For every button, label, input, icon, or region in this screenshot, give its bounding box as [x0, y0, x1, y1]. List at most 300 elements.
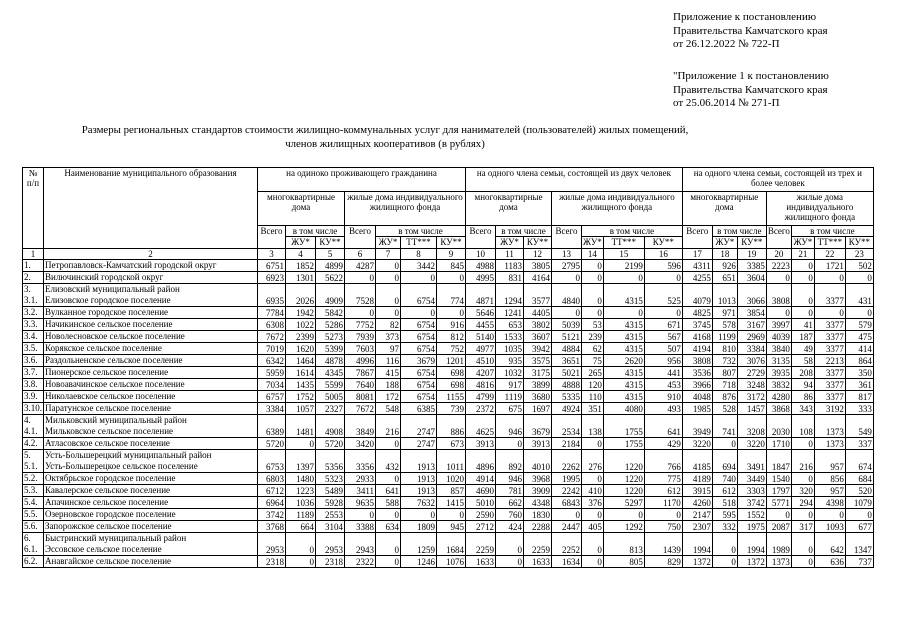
- row-number-text: 4.1.: [24, 426, 38, 436]
- value-cell: 3768: [258, 521, 286, 533]
- header-line: от 25.06.2014 № 271-П: [673, 97, 780, 109]
- value-cell: 674: [845, 450, 873, 473]
- row-number-text: 3.1.: [24, 295, 38, 305]
- value-cell: 0: [712, 438, 737, 450]
- header-line: Правительства Камчатского края: [673, 24, 828, 37]
- value-cell: 6843: [552, 497, 582, 509]
- value-cell: 596: [644, 260, 682, 272]
- value-cell: 2288: [524, 521, 552, 533]
- value-cell: 673: [437, 438, 466, 450]
- value-cell: 3997: [766, 319, 791, 331]
- value-cell: 926: [712, 260, 737, 272]
- value-cell: 1189: [286, 509, 316, 521]
- header-ku: КУ**: [845, 237, 873, 249]
- value-cell: 3604: [737, 272, 766, 284]
- value-cell: 1223: [286, 485, 316, 497]
- value-cell: 0: [345, 509, 376, 521]
- value-cell: 216: [791, 450, 814, 473]
- value-cell: 760: [496, 509, 524, 521]
- value-cell: 343: [791, 403, 814, 415]
- row-number: [23, 450, 44, 473]
- value-cell: 0: [286, 556, 316, 568]
- header-group-three: на одного члена семьи, состоящей из трех и более человек: [682, 168, 873, 192]
- column-number: 17: [682, 249, 712, 260]
- row-number-text: 3.8.: [24, 379, 38, 389]
- value-cell: 1755: [603, 438, 644, 450]
- municipality-name: [44, 509, 258, 521]
- value-cell: 5039: [552, 319, 582, 331]
- value-cell: 641: [376, 485, 401, 497]
- column-number: 18: [712, 249, 737, 260]
- value-cell: 0: [766, 509, 791, 521]
- value-cell: 694: [712, 450, 737, 473]
- table-row: [23, 509, 874, 521]
- value-cell: 4168: [682, 331, 712, 343]
- value-cell: 739: [437, 403, 466, 415]
- column-number: 12: [524, 249, 552, 260]
- header-zhu: ЖУ*: [583, 237, 602, 247]
- value-cell: 1020: [437, 473, 466, 485]
- value-cell: 2199: [603, 260, 644, 272]
- header-zhu: ЖУ*: [791, 237, 814, 249]
- value-cell: 6923: [258, 272, 286, 284]
- value-cell: 1710: [766, 438, 791, 450]
- row-number-text: 3.4.: [24, 331, 38, 341]
- header-total: Всего: [552, 226, 582, 249]
- value-cell: 351: [582, 403, 604, 415]
- value-cell: 886: [437, 415, 466, 438]
- row-number: [23, 509, 44, 521]
- column-number: 1: [23, 249, 44, 260]
- municipality-name-text: Начикинское сельское поселение: [45, 319, 173, 329]
- value-cell: 1372: [737, 556, 766, 568]
- value-cell: 3868: [766, 403, 791, 415]
- value-cell: 2307: [682, 521, 712, 533]
- column-number: 9: [437, 249, 466, 260]
- row-number-text: 5.: [24, 450, 31, 460]
- value-cell: 579: [845, 319, 873, 331]
- table-row: [23, 379, 874, 391]
- value-cell: 6712: [258, 485, 286, 497]
- row-number-text: 5.1.: [24, 461, 38, 471]
- value-cell: 3385: [737, 260, 766, 272]
- value-cell: 3968: [524, 473, 552, 485]
- value-cell: 2213: [814, 355, 845, 367]
- value-cell: 4888: [552, 379, 582, 391]
- value-cell: 6751: [258, 260, 286, 272]
- municipality-name-text: Новоавачинское сельское поселение: [45, 379, 185, 389]
- municipality-name-text: Озерновское городское поселение: [45, 509, 176, 519]
- value-cell: 0: [814, 509, 845, 521]
- value-cell: 1684: [437, 533, 466, 556]
- value-cell: 6754: [401, 391, 437, 403]
- value-cell: 2030: [766, 415, 791, 438]
- value-cell: 333: [845, 403, 873, 415]
- value-cell: 3377: [814, 284, 845, 307]
- value-cell: 5021: [552, 367, 582, 379]
- value-cell: 1439: [644, 533, 682, 556]
- column-number: 21: [791, 249, 814, 260]
- column-number: 20: [766, 249, 791, 260]
- value-cell: 945: [437, 521, 466, 533]
- column-number: 16: [644, 249, 682, 260]
- row-number: [23, 307, 44, 319]
- value-cell: 2969: [737, 331, 766, 343]
- value-cell: 0: [437, 307, 466, 319]
- value-cell: 3913: [466, 438, 496, 450]
- value-cell: 332: [712, 521, 737, 533]
- value-cell: 3802: [524, 319, 552, 331]
- value-cell: 53: [582, 319, 604, 331]
- value-cell: 502: [845, 260, 873, 272]
- municipality-name-text: Паратунское сельское поселение: [45, 403, 171, 413]
- value-cell: 6757: [258, 391, 286, 403]
- value-cell: 737: [845, 556, 873, 568]
- value-cell: 1035: [496, 343, 524, 355]
- row-number: [23, 556, 44, 568]
- value-cell: 1347: [845, 533, 873, 556]
- row-number: [23, 403, 44, 415]
- value-cell: 1994: [737, 533, 766, 556]
- municipality-name-text: Николаевское сельское поселение: [45, 391, 176, 401]
- value-cell: 3680: [524, 391, 552, 403]
- value-cell: 3377: [814, 343, 845, 355]
- value-cell: 1975: [737, 521, 766, 533]
- value-cell: 0: [582, 438, 604, 450]
- value-cell: 664: [286, 521, 316, 533]
- value-cell: 3411: [345, 485, 376, 497]
- value-cell: 845: [437, 260, 466, 272]
- value-cell: 740: [712, 473, 737, 485]
- value-cell: 1697: [524, 403, 552, 415]
- value-cell: 1633: [524, 556, 552, 568]
- header-number: № п/п: [23, 168, 44, 249]
- value-cell: 414: [845, 343, 873, 355]
- row-number-text: 4.2.: [24, 438, 38, 448]
- value-cell: 1830: [524, 509, 552, 521]
- row-number: [23, 533, 44, 556]
- value-cell: 1809: [401, 521, 437, 533]
- value-cell: 4398: [814, 497, 845, 509]
- value-cell: 320: [791, 485, 814, 497]
- row-number-text: 5.5.: [24, 509, 38, 519]
- value-cell: 5323: [316, 473, 345, 485]
- value-cell: 5140: [466, 331, 496, 343]
- municipality-name-text: Корякское сельское поселение: [45, 343, 162, 353]
- value-cell: 2553: [316, 509, 345, 521]
- municipality-name: [44, 260, 258, 272]
- municipality-name-text: Вулканное городское поселение: [45, 307, 169, 317]
- value-cell: 0: [766, 272, 791, 284]
- value-cell: 3679: [524, 415, 552, 438]
- value-cell: 0: [644, 509, 682, 521]
- column-number: 3: [258, 249, 286, 260]
- value-cell: 1994: [682, 533, 712, 556]
- value-cell: 3742: [737, 497, 766, 509]
- row-number: [23, 497, 44, 509]
- header-including: в том числе: [376, 226, 466, 237]
- value-cell: 698: [437, 367, 466, 379]
- value-cell: 4825: [682, 307, 712, 319]
- value-cell: 766: [644, 450, 682, 473]
- value-cell: 636: [814, 556, 845, 568]
- value-cell: 2184: [552, 438, 582, 450]
- value-cell: 3942: [524, 343, 552, 355]
- row-number: [23, 438, 44, 450]
- value-cell: 1985: [682, 403, 712, 415]
- value-cell: 4260: [682, 497, 712, 509]
- value-cell: 6385: [401, 403, 437, 415]
- value-cell: 5646: [466, 307, 496, 319]
- value-cell: 1533: [496, 331, 524, 343]
- header-including: в том числе: [712, 226, 766, 237]
- value-cell: 910: [644, 391, 682, 403]
- column-number: 5: [316, 249, 345, 260]
- value-cell: 0: [603, 307, 644, 319]
- value-cell: 3849: [345, 415, 376, 438]
- municipality-name: [44, 533, 258, 556]
- value-cell: 857: [437, 485, 466, 497]
- table-row: [23, 307, 874, 319]
- value-cell: 7939: [345, 331, 376, 343]
- value-cell: 1220: [603, 485, 644, 497]
- value-cell: 4164: [524, 272, 552, 284]
- value-cell: 3577: [524, 284, 552, 307]
- value-cell: 3607: [524, 331, 552, 343]
- value-cell: 4315: [603, 343, 644, 355]
- value-cell: 548: [376, 403, 401, 415]
- value-cell: 0: [286, 438, 316, 450]
- value-cell: 3208: [737, 415, 766, 438]
- column-number: 11: [496, 249, 524, 260]
- table-row: [23, 533, 874, 556]
- value-cell: 3066: [737, 284, 766, 307]
- header-name: Наименование муниципального образования: [44, 168, 258, 249]
- value-cell: 6754: [401, 284, 437, 307]
- value-cell: 0: [644, 272, 682, 284]
- value-cell: 4185: [682, 450, 712, 473]
- value-cell: 4315: [603, 391, 644, 403]
- value-cell: 265: [582, 367, 604, 379]
- value-cell: 957: [814, 485, 845, 497]
- value-cell: 5010: [466, 497, 496, 509]
- row-number: [23, 272, 44, 284]
- value-cell: 588: [376, 497, 401, 509]
- value-cell: 2262: [552, 450, 582, 473]
- column-number: 13: [552, 249, 582, 260]
- value-cell: 4816: [466, 379, 496, 391]
- header-line: Правительства Камчатского края: [673, 83, 828, 96]
- value-cell: 3913: [524, 438, 552, 450]
- row-number-text: 5.2.: [24, 473, 38, 483]
- value-cell: 1241: [496, 307, 524, 319]
- value-cell: 5771: [766, 497, 791, 509]
- value-cell: 94: [791, 379, 814, 391]
- value-cell: 0: [552, 272, 582, 284]
- municipality-name-text: Елизовское городское поселение: [45, 295, 171, 305]
- value-cell: 684: [845, 473, 873, 485]
- table-row: [23, 355, 874, 367]
- value-cell: 0: [712, 556, 737, 568]
- value-cell: 1220: [603, 450, 644, 473]
- row-number: [23, 379, 44, 391]
- table-row: [23, 272, 874, 284]
- value-cell: 424: [496, 521, 524, 533]
- municipality-name: [44, 355, 258, 367]
- column-number: 8: [401, 249, 437, 260]
- row-number-text: 2.: [24, 272, 31, 282]
- value-cell: 1220: [603, 473, 644, 485]
- value-cell: 0: [766, 307, 791, 319]
- value-cell: 4799: [466, 391, 496, 403]
- value-cell: 4625: [466, 415, 496, 438]
- municipality-name: [44, 450, 258, 473]
- value-cell: 376: [582, 497, 604, 509]
- value-cell: 415: [376, 367, 401, 379]
- header-ku: КУ**: [316, 237, 345, 249]
- header-group-two: на одного члена семьи, состоящей из двух человек: [466, 168, 683, 192]
- document-title-line2: членов жилищных кооперативов (в рублях): [285, 138, 485, 150]
- value-cell: 4924: [552, 403, 582, 415]
- value-cell: 7640: [345, 379, 376, 391]
- value-cell: 1011: [437, 450, 466, 473]
- value-cell: 1036: [286, 497, 316, 509]
- value-cell: 4311: [682, 260, 712, 272]
- value-cell: 2242: [552, 485, 582, 497]
- header-including: в том числе: [791, 226, 873, 237]
- municipality-name-text: Запорожское сельское поселение: [45, 521, 172, 531]
- value-cell: 698: [437, 379, 466, 391]
- row-number: [23, 367, 44, 379]
- value-cell: 4914: [466, 473, 496, 485]
- row-number-text: 3.6.: [24, 355, 38, 365]
- value-cell: 653: [496, 319, 524, 331]
- municipality-name: [44, 497, 258, 509]
- value-cell: 0: [845, 272, 873, 284]
- value-cell: 578: [712, 319, 737, 331]
- value-cell: 677: [845, 521, 873, 533]
- header-total: Всего: [682, 226, 712, 249]
- value-cell: 0: [791, 438, 814, 450]
- value-cell: 1292: [603, 521, 644, 533]
- value-cell: 0: [791, 260, 814, 272]
- value-cell: 812: [437, 331, 466, 343]
- header-including: в том числе: [496, 226, 552, 237]
- value-cell: 1540: [766, 473, 791, 485]
- value-cell: 0: [401, 272, 437, 284]
- value-cell: 2318: [258, 556, 286, 568]
- value-cell: 4348: [524, 497, 552, 509]
- row-number: [23, 415, 44, 438]
- value-cell: 2795: [552, 260, 582, 272]
- value-cell: 0: [791, 509, 814, 521]
- value-cell: 4878: [316, 355, 345, 367]
- value-cell: 1155: [437, 391, 466, 403]
- value-cell: 493: [644, 403, 682, 415]
- value-cell: 0: [376, 473, 401, 485]
- value-cell: 337: [845, 438, 873, 450]
- value-cell: 3377: [814, 391, 845, 403]
- value-cell: 916: [437, 319, 466, 331]
- value-cell: 2259: [466, 533, 496, 556]
- header-line: Приложение к постановлению: [673, 11, 817, 23]
- municipality-name: [44, 331, 258, 343]
- table-row: [23, 521, 874, 533]
- municipality-name-text: Эссовское сельское поселение: [45, 544, 162, 554]
- value-cell: 5928: [316, 497, 345, 509]
- value-cell: 0: [582, 509, 604, 521]
- value-cell: 0: [582, 473, 604, 485]
- value-cell: 957: [814, 450, 845, 473]
- value-cell: 718: [712, 379, 737, 391]
- value-cell: 0: [814, 307, 845, 319]
- value-cell: 0: [791, 556, 814, 568]
- value-cell: 2318: [316, 556, 345, 568]
- value-cell: 2729: [737, 367, 766, 379]
- column-number: 15: [603, 249, 644, 260]
- row-number-text: 1.: [24, 260, 31, 270]
- value-cell: 453: [644, 379, 682, 391]
- value-cell: 0: [286, 533, 316, 556]
- value-cell: 4405: [524, 307, 552, 319]
- value-cell: 120: [582, 379, 604, 391]
- value-cell: 4896: [466, 450, 496, 473]
- value-cell: 1852: [286, 260, 316, 272]
- value-cell: 1457: [737, 403, 766, 415]
- value-cell: 0: [496, 533, 524, 556]
- value-cell: 5622: [316, 272, 345, 284]
- value-cell: 5399: [316, 343, 345, 355]
- value-cell: 1093: [814, 521, 845, 533]
- value-cell: 2953: [258, 533, 286, 556]
- value-cell: 429: [644, 438, 682, 450]
- row-number-text: 6.: [24, 533, 31, 543]
- row-number: [23, 485, 44, 497]
- column-number: 7: [376, 249, 401, 260]
- value-cell: 1480: [286, 473, 316, 485]
- value-cell: 3832: [766, 379, 791, 391]
- value-cell: 97: [376, 343, 401, 355]
- value-cell: 2447: [552, 521, 582, 533]
- header-total: Всего: [258, 226, 286, 249]
- value-cell: 7867: [345, 367, 376, 379]
- value-cell: 5599: [316, 379, 345, 391]
- value-cell: 3854: [737, 307, 766, 319]
- value-cell: 864: [845, 355, 873, 367]
- value-cell: 6389: [258, 415, 286, 438]
- value-cell: 2747: [401, 438, 437, 450]
- municipality-name: [44, 343, 258, 355]
- value-cell: 4315: [603, 319, 644, 331]
- value-cell: 612: [644, 485, 682, 497]
- value-cell: 3745: [682, 319, 712, 331]
- municipality-name: [44, 415, 258, 438]
- value-cell: 675: [496, 403, 524, 415]
- value-cell: 0: [845, 307, 873, 319]
- value-cell: 1373: [814, 415, 845, 438]
- value-cell: 4977: [466, 343, 496, 355]
- value-cell: 4455: [466, 319, 496, 331]
- value-cell: 1294: [496, 284, 524, 307]
- municipality-name-text: Усть-Большерецкое сельское поселение: [45, 461, 198, 471]
- value-cell: 2223: [766, 260, 791, 272]
- value-cell: 3076: [737, 355, 766, 367]
- value-cell: 662: [496, 497, 524, 509]
- value-cell: 3420: [345, 438, 376, 450]
- value-cell: 2372: [466, 403, 496, 415]
- value-cell: 188: [376, 379, 401, 391]
- value-cell: 0: [791, 473, 814, 485]
